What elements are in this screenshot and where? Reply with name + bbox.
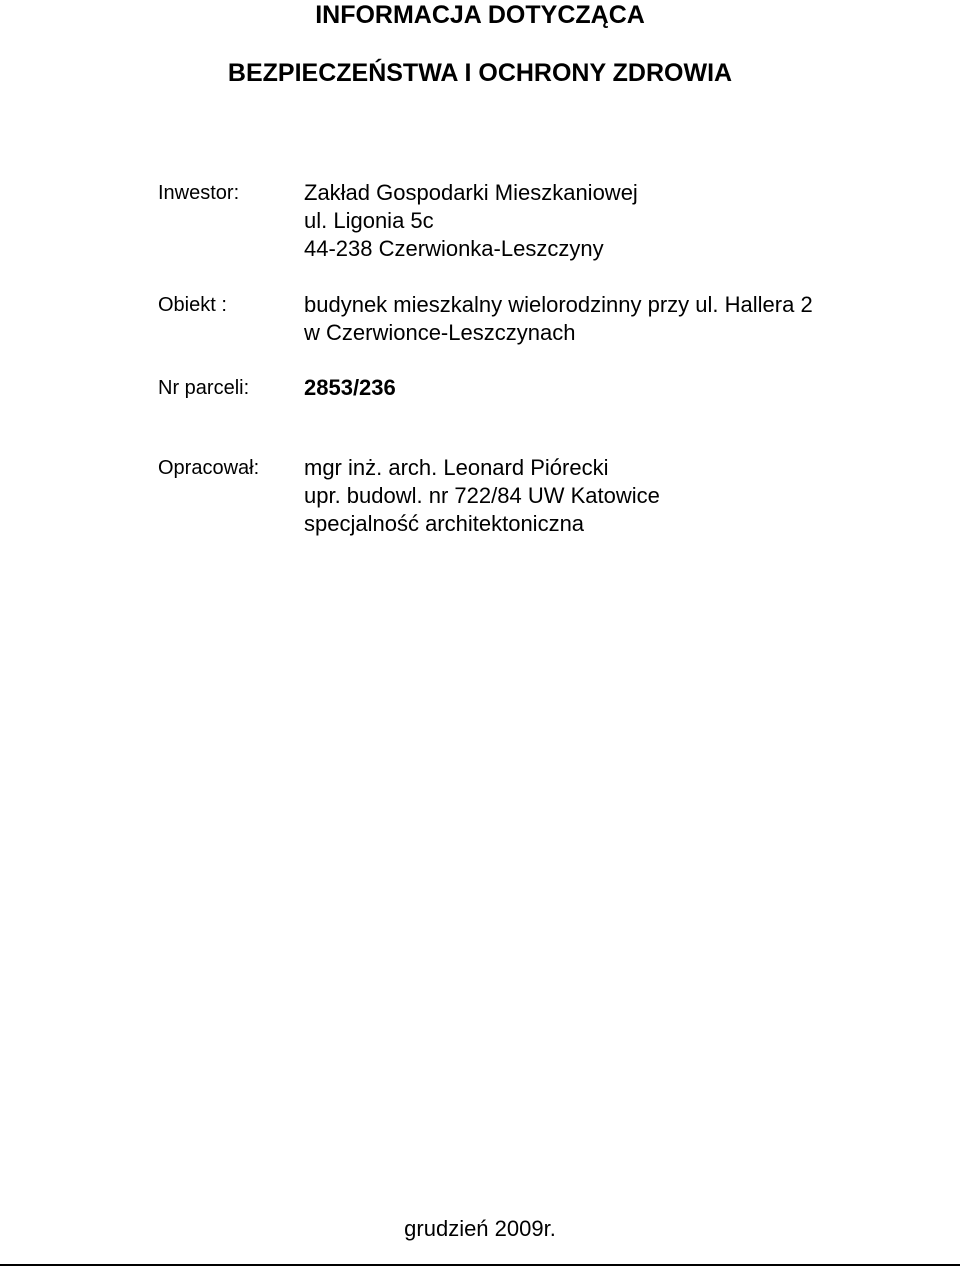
document-title-line-1: INFORMACJA DOTYCZĄCA [315, 1, 645, 29]
document-title-line-2: BEZPIECZEŃSTWA I OCHRONY ZDROWIA [227, 59, 733, 87]
author-value [304, 454, 660, 538]
author-label: Opracował: [158, 457, 260, 479]
author-line: specjalność architektoniczna [304, 511, 585, 536]
author-line: upr. budowl. nr 722/84 UW Katowice [304, 483, 660, 508]
parcel-number: 2853/236 [304, 375, 396, 400]
object-line: budynek mieszkalny wielorodzinny przy ul. Hallera 2 [304, 292, 813, 317]
document-date: grudzień 2009r. [404, 1216, 556, 1241]
parcel-label: Nr parceli: [158, 377, 250, 399]
investor-line: ul. Ligonia 5c [304, 208, 434, 233]
author-line: mgr inż. arch. Leonard Piórecki [304, 455, 609, 480]
object-label: Obiekt : [158, 294, 227, 316]
object-line: w Czerwionce-Leszczynach [304, 320, 576, 345]
investor-label: Inwestor: [158, 182, 240, 204]
bottom-divider [0, 1264, 960, 1266]
investor-line: Zakład Gospodarki Mieszkaniowej [304, 180, 638, 205]
investor-line: 44-238 Czerwionka-Leszczyny [304, 236, 604, 261]
object-value [304, 291, 813, 347]
investor-value [304, 179, 638, 263]
